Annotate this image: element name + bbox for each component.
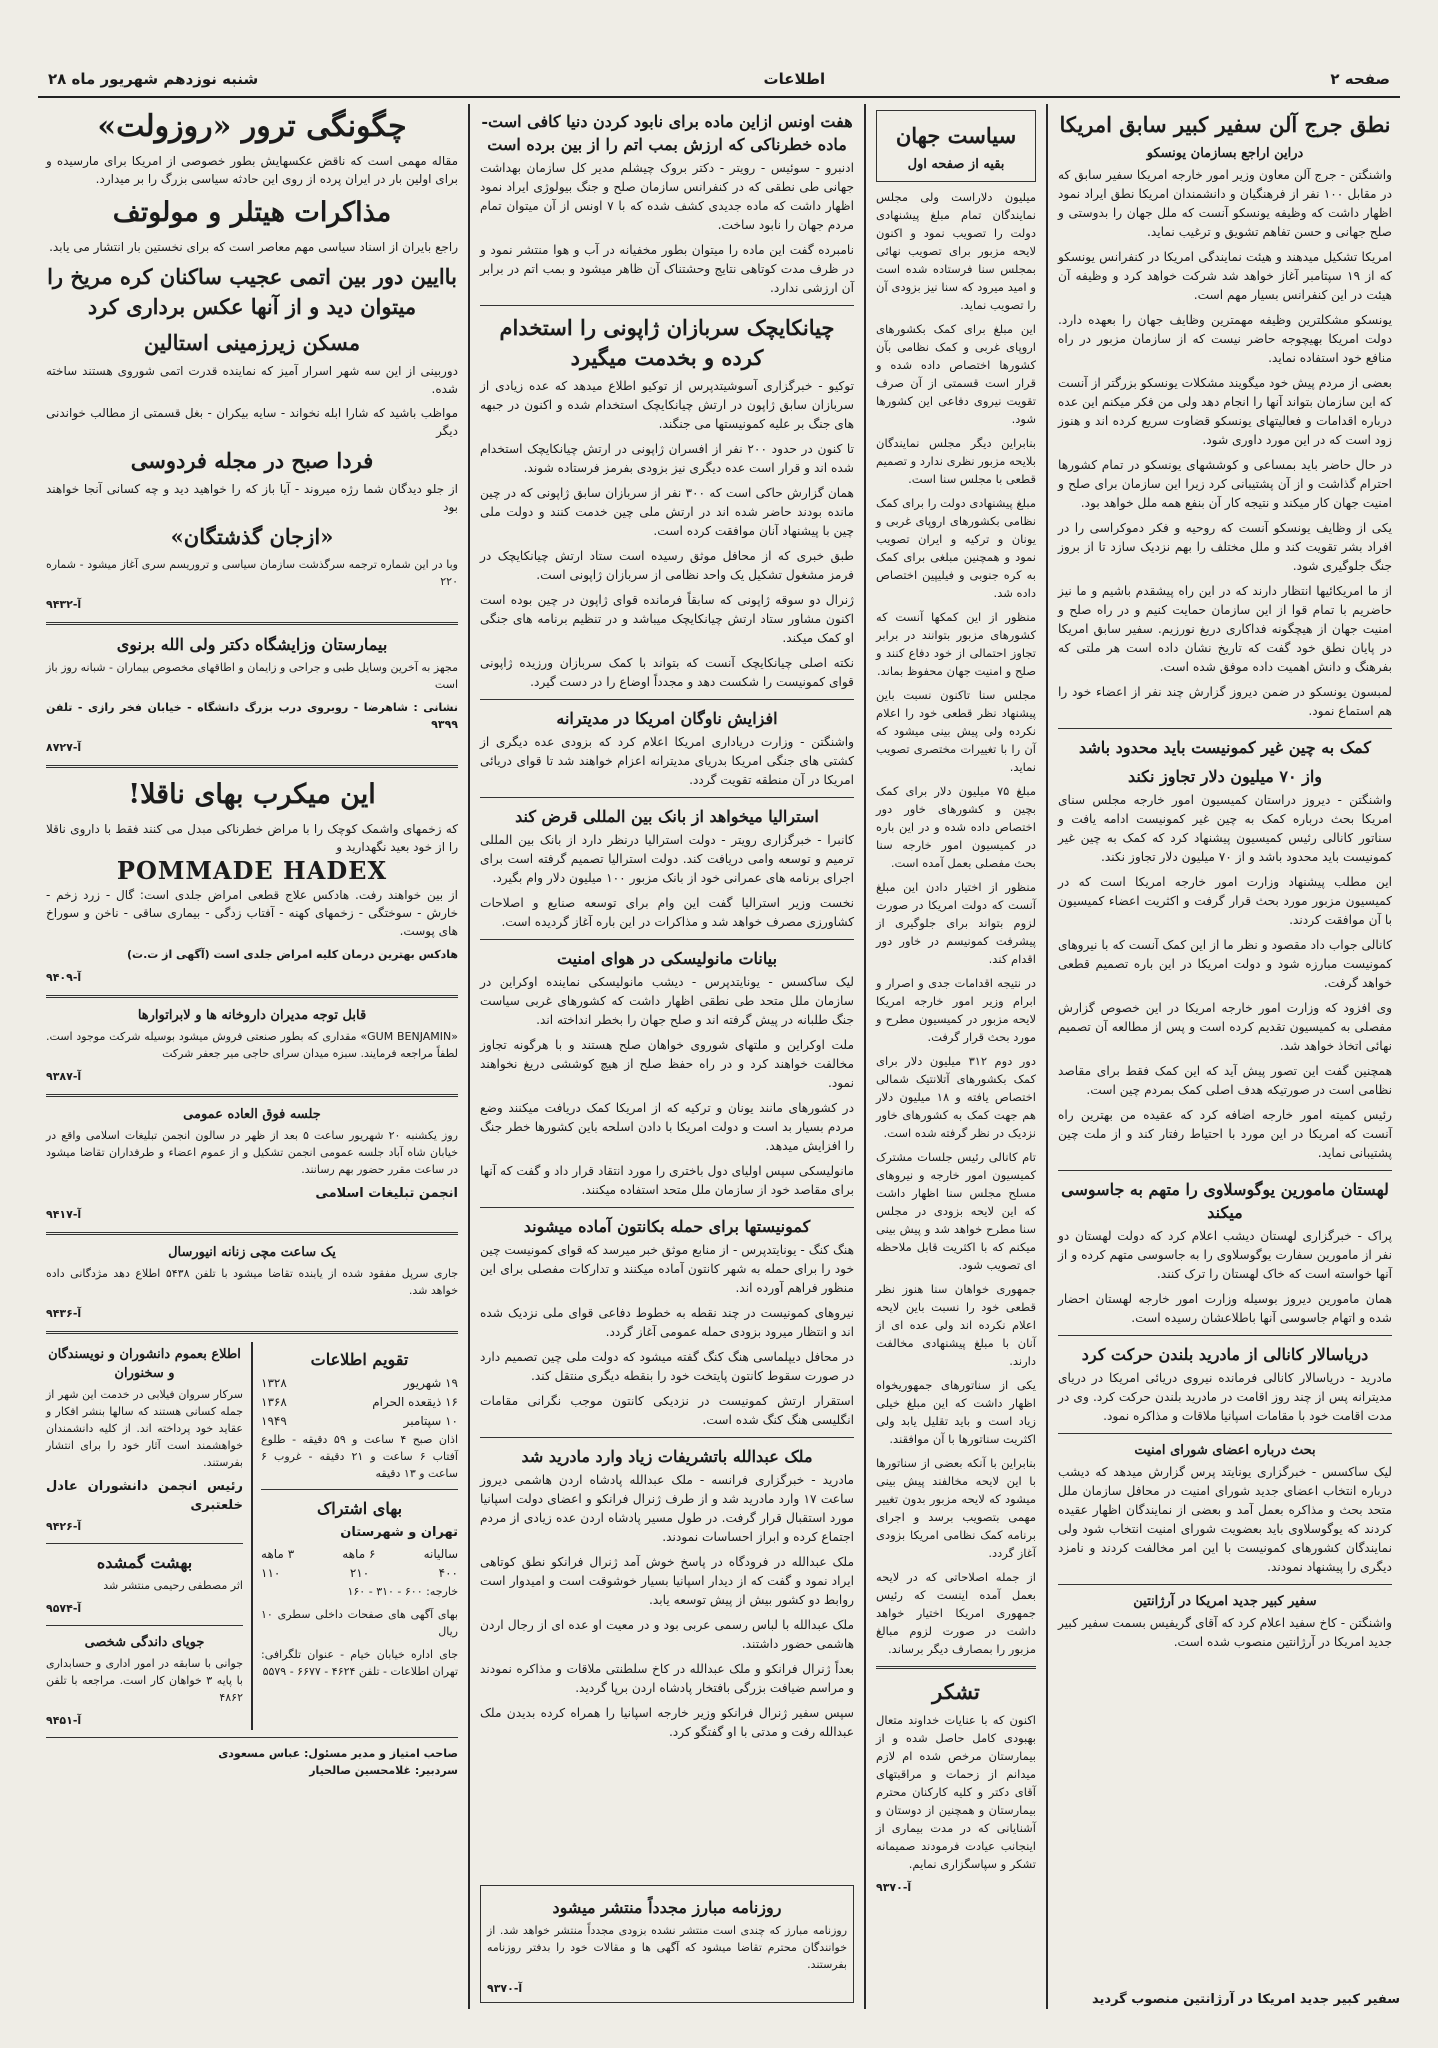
divider — [46, 1625, 243, 1626]
ad-code: آ-۹۵۷۴ — [46, 1602, 82, 1615]
date-line: شنبه نوزدهم شهریور ماه ۲۸ — [48, 70, 259, 88]
headline-communists-canton: کمونیستها برای حمله بکانتون آماده میشوند — [523, 1217, 811, 1236]
ad-code: آ-۹۴۱۷ — [46, 1208, 82, 1221]
headline-atomic-telescope: باایین دور بین اتمی عجیب ساکنان کره مریخ را میتوان دید و از آنها عکس برداری کرد — [47, 264, 457, 319]
divider — [1058, 1335, 1392, 1336]
article-paragraph: مجهز به آخرین وسایل طبی و جراحی و زایمان و اطاقهای مخصوص بیماران - شبانه روز باز است — [46, 661, 458, 691]
article-paragraph: بعداً ژنرال فرانکو و ملک عبدالله در کاخ سلطنتی ملاقات و مذاکره نمودند و مراسم ضیافت بزرگی بافتخار پادشاه اردن برپا گردید. — [480, 1662, 854, 1695]
article-paragraph: جاری سرپل مفقود شده از یابنده تقاضا میشود با تلفن ۵۴۳۸ اطلاع دهد مژدگانی داده خواهد شد. — [46, 1267, 458, 1297]
article-paragraph: ملک عبدالله با لباس رسمی عربی بود و در معیت او عده ای از رجال اردن هاشمی حضور داشتند. — [480, 1618, 854, 1651]
article-paragraph: از جلو دیدگان شما رژه میروند - آیا باز که را خواهید دید و چه کسانی آنجا خواهند بود — [46, 482, 458, 514]
columns — [38, 104, 1400, 2009]
article-paragraph: توکیو - خبرگزاری آسوشیتدپرس از توکیو اطلاع میدهد که عده زیادی از سربازان سابق ژاپون در ارتش چیانکایچک استخدام شده و اکنون در جبهه های جنگ بر علیه کمونیستها می جنگند. — [480, 379, 854, 431]
ad-code: آ-۹۴۳۲ — [46, 598, 82, 611]
subscription-row — [261, 1545, 458, 1564]
article-paragraph: بنابراین دیگر مجلس نمایندگان بلایحه مزبور نظری ندارد و تصمیم قطعی با مجلس سنا است. — [876, 436, 1036, 486]
ad-code: آ-۹۳۷۰ — [876, 1881, 912, 1894]
article-paragraph: یکی از وظایف یونسکو آنست که روحیه و فکر دموکراسی را در افراد بشر تقویت کند و ملل مختلف را بهم نزدیک سازد تا از بروز جنگ جلوگیری شود. — [1058, 521, 1392, 573]
calendar-cell: ۱۰ سپتامبر — [403, 1414, 458, 1428]
subhead-china-aid: واز ۷۰ میلیون دلار تجاوز نکند — [1127, 767, 1323, 786]
subscription-cell: ۴۰۰ — [438, 1566, 458, 1580]
calendar-row — [261, 1393, 458, 1412]
article-paragraph: مادرید - دریاسالار کانالی فرمانده نیروی دریائی امریکا در دریای مدیترانه پس از چند روز اقامت در مادرید بلندن حرکت کرد. وی در مدت اقامت خود با مقامات اسپانیا ملاقات و مذاکره نمود. — [1058, 1371, 1392, 1423]
article-paragraph: جوانی با سابقه در امور اداری و حسابداری با پایه ۳ خواهان کار است. مراجعه با تلفن ۴۸۶۲ — [46, 1657, 243, 1704]
headline-mobarez: روزنامه مبارز مجدداً منتشر میشود — [552, 1898, 782, 1917]
article-paragraph: نیروهای کمونیست در چند نقطه به خطوط دفاعی قوای ملی نزدیک شده اند و انتظار میرود بزودی حمله عمومی آغاز گردد. — [480, 1306, 854, 1339]
article-paragraph: از بین خواهند رفت. هادکس علاج قطعی امراض جلدی است: گال - زرد زخم - خارش - سوختگی - زخمهای کهنه - آفتاب زدگی - بیماری ساقی - ناخن و سوراخ های پوست. — [46, 888, 458, 938]
ad-code: آ-۹۴۰۹ — [46, 971, 82, 984]
divider — [46, 1232, 458, 1235]
headline-china-aid: کمک به چین غیر کمونیست باید محدود باشد — [1079, 738, 1371, 757]
headline-lost-watch: یک ساعت مچی زنانه انیورسال — [168, 1245, 336, 1260]
brand-name: POMMADE HADEX — [116, 856, 388, 885]
article-paragraph: سرکار سروان فیلابی در خدمت این شهر از جمله کسانی هستند که سالها بنشر افکار و عقاید خود پرداخته اند. از کلیه دانشمندان خواهشمند است آثار خود را برای انتشار بفرستند. — [46, 1388, 243, 1469]
subscription-area: تهران و شهرستان — [340, 1525, 458, 1540]
article-paragraph: در حال حاضر باید بمساعی و کوششهای یونسکو در تمام کشورها احترام گذاشت و از آن پشتیبانی کرد زیرا این سازمان برای صلح و امنیت جهان کار میکند و نتیجه کار آن بنفع همه ملل خواهد بود. — [1058, 458, 1392, 510]
divider — [46, 1331, 458, 1334]
divider — [1058, 1584, 1392, 1585]
article-paragraph: در نتیجه اقدامات جدی و اصرار و ابرام وزیر امور خارجه امریکا لایحه مزبور در کمیسیون مطرح و مورد بحث قرار گرفت. — [876, 976, 1036, 1044]
column-rule — [251, 1342, 253, 1730]
masthead — [38, 62, 1400, 98]
calendar-cell: ۱۹ شهریور — [403, 1376, 458, 1390]
world-politics-box — [876, 110, 1036, 182]
subscription-note: بهای آگهی های صفحات داخلی سطری ۱۰ ریال — [261, 1608, 458, 1638]
subscription-cell: ۶ ماهه — [342, 1547, 376, 1561]
article-paragraph: مادرید - خبرگزاری فرانسه - ملک عبدالله پادشاه اردن هاشمی دیروز ساعت ۱۷ وارد مادرید شد و از طرف ژنرال فرانکو و اعضای دولت اسپانیا مورد استقبال قرار گرفت. در طول مسیر پادشاه اردن عده زیادی از مردم اجتماع کرده و ابراز احساسات نمودند. — [480, 1473, 854, 1544]
headline-calendar: تقویم اطلاعات — [310, 1350, 409, 1369]
ad-code: آ-۹۴۳۶ — [46, 1307, 82, 1320]
article-paragraph: مبلغ ۷۵ میلیون دلار برای کمک بچین و کشورهای خاور دور اختصاص داده شده و در این باره در کمیسیون امور خارجه سنا بحث مفصلی بعمل آمده است. — [876, 784, 1036, 870]
headline-pharmacy-notice: قابل توجه مدیران داروخانه ها و لابراتوارها — [137, 1008, 367, 1023]
headline-us-fleet: افزایش ناوگان امریکا در مدیترانه — [556, 709, 778, 728]
divider — [46, 1737, 458, 1738]
subscription-row — [261, 1564, 458, 1583]
ad-code: آ-۹۴۵۱ — [46, 1714, 82, 1727]
headline-world-politics: سیاست جهان — [895, 123, 1017, 148]
article-paragraph: وبا در این شماره ترجمه سرگذشت سازمان سیاسی و تروریسم سری آغاز میشود - شماره ۲۲۰ — [46, 558, 458, 588]
subscription-cell: سالیانه — [423, 1547, 458, 1561]
prayer-times: اذان صبح ۴ ساعت و ۵۹ دقیقه - طلوع آفتاب ۶ ساعت و ۲۱ دقیقه - غروب ۶ ساعت و ۱۳ دقیقه — [261, 1433, 458, 1480]
article-paragraph: لیک ساکسس - خبرگزاری یونایتد پرس گزارش میدهد که دیشب درباره انتخاب اعضای جدید شورای امنیت در محافل سازمان ملل متحد بحث و مذاکره بعمل آمد و بعضی از نمایندگان اظهار عقیده کردند که یوگوسلاوی باید بعضویت شورای امنیت انتخاب شود ولی نمایندگان کشورهای کمونیست با این امر مخالفت کردند و نامزد دیگری را پیشنهاد نمودند. — [1058, 1465, 1392, 1574]
article-paragraph: ملک عبدالله در فرودگاه در پاسخ خوش آمد ژنرال فرانکو نطق کوتاهی ایراد نمود و گفت که از دیدار اسپانیا بسیار خوشوقت است و امیدوار است روابط دو کشور بیش از پیش توسعه یابد. — [480, 1555, 854, 1607]
article-paragraph: نکته اصلی چیانکایچک آنست که بتواند با کمک سربازان ورزیده ژاپونی قوای کمونیست را شکست دهد و مجدداً اوضاع را در دست گیرد. — [480, 656, 854, 689]
divider — [46, 1094, 458, 1097]
divider — [480, 699, 854, 700]
divider — [480, 939, 854, 940]
divider — [1058, 728, 1392, 729]
headline-past-lives: «ازجان گذشتگان» — [170, 524, 334, 549]
article-paragraph: لیک ساکسس - یونایتدپرس - دیشب مانولیسکی نماینده اوکراین در سازمان ملل متحد طی نطقی اظهار داشت که کشورهای غربی سیاست جنگ طلبانه در پیش گرفته اند و صلح جهان را بخطر انداخته اند. — [480, 975, 854, 1027]
article-paragraph: روز یکشنبه ۲۰ شهریور ساعت ۵ بعد از ظهر در سالون انجمن تبلیغات اسلامی واقع در خیابان شاه آباد جلسه عمومی انجمن تشکیل و از عموم اعضاء و طرفداران تقاضا میشود در ساعت مقرر حضور بهم رسانند. — [46, 1129, 458, 1176]
article-paragraph: پراک - خبرگزاری لهستان دیشب اعلام کرد که دولت لهستان دو نفر از مامورین سفارت یوگوسلاوی را به جاسوسی متهم کرده و از آنها خواسته است که خاک لهستان را ترک کنند. — [1058, 1229, 1392, 1281]
column-rule — [1046, 104, 1048, 2009]
article-paragraph: در محافل دیپلماسی هنگ کنگ گفته میشود که دولت ملی چین تصمیم دارد در صورت سقوط کانتون پایتخت خود را بنقطه دیگری منتقل کند. — [480, 1350, 854, 1383]
article-paragraph: یونسکو مشکلترین وظیفه مهمترین وظایف جهان را بعهده دارد. دولت امریکا بهیچوجه حاضر نیست که از سازمان مزبور در راه منافع خود استفاده نماید. — [1058, 313, 1392, 365]
calendar-row — [261, 1412, 458, 1431]
article-paragraph: مواظب باشید که شارا ابله نخواند - سایه بیکران - بغل قسمتی از مطالب خواندنی دیگر — [46, 406, 458, 438]
article-paragraph: یکی از سناتورهای جمهوریخواه اظهار داشت که این مبلغ خیلی زیاد است و باید تقلیل یابد ولی اکثریت سناتورها با آن موافقند. — [876, 1378, 1036, 1446]
article-paragraph: روزنامه مبارز که چندی است منتشر نشده بزودی مجدداً منتشر خواهد شد. از خوانندگان محترم تقاضا میشود که آگهی ها و مقالات خود را بدفتر روزنامه بفرستند. — [487, 1924, 847, 1971]
office-address: جای اداره خیابان خیام - عنوان تلگرافی: تهران اطلاعات - تلفن ۴۶۲۴ - ۶۶۷۷ - ۵۵۷۹ — [261, 1648, 458, 1678]
calendar-cell: ۱۶ ذیقعده الحرام — [372, 1395, 458, 1409]
article-paragraph: اکنون که با عنایات خداوند متعال بهبودی کامل حاصل شده و از بیمارستان مرخص شده ام لازم میدانم از زحمات و مراقبتهای آقای دکتر و کلیه کارکنان محترم بیمارستان و همچنین از دوستان و آشنایانی که در مدت بیماری از اینجانب عیادت فرمودند صمیمانه تشکر و سپاسگزاری نمایم. — [876, 1713, 1036, 1871]
writers-signature: رئیس انجمن دانشوران عادل خلعتبری — [46, 1479, 243, 1513]
notices-stack — [46, 1342, 243, 1730]
headline-hospital: بیمارستان وزایشگاه دکتر ولی الله برنوی — [116, 635, 388, 654]
subhead-speech: دراین اراجع بسازمان یونسکو — [1146, 146, 1304, 161]
article-paragraph: واشنگتن - کاخ سفید اعلام کرد که آقای گریفیس بسمت سفیر کبیر جدید امریکا در آرژانتین منصوب شده است. — [1058, 1616, 1392, 1649]
headline-writers-notice: اطلاع بعموم دانشوران و نویسندگان و سخنوران — [48, 1347, 241, 1381]
column-rule — [864, 104, 866, 2009]
article-paragraph: نامبرده گفت این ماده را میتوان بطور مخفیانه در آب و هوا منتشر نمود و در ظرف مدت کوتاهی نتایج وحشتناک آن ظاهر میشود و بمب اتم در برابر آن ارزشی ندارد. — [480, 243, 854, 295]
article-paragraph: امریکا تشکیل میدهند و هیئت نمایندگی امریکا در کنفرانس یونسکو که از ۱۹ سپتامبر آغاز خواهد شد شرکت خواهد کرد و وظیفه آن هیئت در این کنفرانس بسیار مهم است. — [1058, 250, 1393, 302]
article-paragraph: بنابراین با آنکه بعضی از سناتورها با این لایحه مخالفند پیش بینی میشود که لایحه مزبور بدون تغییر مهمی بتصویب برسد و اجرای برنامه کمک نظامی امریکا بزودی آغاز گردد. — [876, 1456, 1036, 1560]
headline-king-abdullah: ملک عبدالله باتشریفات زیاد وارد مادرید شد — [521, 1447, 813, 1466]
headline-security-council: بحث درباره اعضای شورای امنیت — [1134, 1443, 1316, 1458]
article-paragraph: ملت اوکراین و ملتهای شوروی خواهان صلح هستند و با هرگونه تجاوز مخالفت خواهند کرد و در راه حفظ صلح از هیچ کوششی دریغ نخواهند نمود. — [480, 1038, 854, 1090]
divider — [480, 305, 854, 306]
article-paragraph: همان مامورین دیروز بوسیله وزارت امور خارجه لهستان احضار شده و اتهام جاسوسی آنها باطلاعشان رسیده است. — [1058, 1292, 1392, 1325]
article-paragraph: «GUM BENJAMIN» مقداری که بطور صنعتی فروش میشود بوسیله شرکت موجود است. لطفاً مراجعه فرمایند. سبزه میدان سرای حاجی میر جعفر شرکت — [46, 1030, 459, 1060]
divider — [480, 797, 854, 798]
calendar-cell: ۱۳۶۸ — [261, 1395, 287, 1409]
headline-general-meeting: جلسه فوق العاده عمومی — [183, 1107, 321, 1122]
column-3 — [472, 104, 862, 2009]
article-paragraph: واشنگتن - وزارت دریاداری امریکا اعلام کرد که بزودی عده دیگری از کشتی های جنگی امریکا بدریای مدیترانه اعزام خواهند شد تا قوای دریائی امریکا در آن منطقه تقویت گردد. — [480, 735, 854, 787]
divider — [261, 1489, 458, 1490]
article-paragraph: هادکس بهترین درمان کلیه امراض جلدی است (آگهی از ت.ت) — [126, 948, 458, 961]
article-paragraph: میلیون دلاراست ولی مجلس نمایندگان تمام مبلغ پیشنهادی دولت را تصویب نمود و اکنون لایحه مزبور برای تصویب نهائی بمجلس سنا فرستاده شده است و امید میرود که سنا نیز بزودی آن را تصویب نماید. — [876, 190, 1036, 312]
headline-ferdowsi-magazine: فردا صبح در مجله فردوسی — [130, 448, 374, 473]
headline-poland: لهستان مامورین یوگوسلاوی را متهم به جاسوسی میکند — [1061, 1180, 1389, 1222]
headline-paradise-lost: بهشت گمشده — [96, 1553, 193, 1572]
bottom-boxes — [46, 1342, 458, 1730]
article-paragraph: استقرار ارتش کمونیست در نزدیکی کانتون موجب نگرانی مقامات انگلیسی هنگ کنگ شده است. — [480, 1394, 854, 1427]
article-paragraph: همان گزارش حاکی است که ۳۰۰ نفر از سربازان سابق ژاپونی که در چین مانده بودند حاضر شده اند در ارتش ملی چین خدمت کنند و دولت ملی چین با پیشنهاد آنان موافقت کرده است. — [480, 486, 854, 538]
article-paragraph: کانالی جواب داد مقصود و نظر ما از این کمک آنست که با نیروهای کمونیست مبارزه شود و دولت امریکا در این باره تصمیم قطعی خواهد گرفت. — [1058, 938, 1392, 990]
article-paragraph: لمبسون یونسکو در ضمن دیروز گزارش چند نفر از اعضاء خود را هم استماع نمود. — [1058, 685, 1392, 718]
divider — [46, 765, 458, 768]
article-paragraph: بعضی از مردم پیش خود میگویند مشکلات یونسکو بزرگتر از آنست که این سازمان بتواند آنها را انجام دهد ولی من فکر میکنم این عده درباره اقدامات و فعالیتهای یونسکو قضاوت سریع کرده اند و هنوز زود است که در این مورد داوری شود. — [1058, 376, 1392, 447]
article-paragraph: منظور از اختیار دادن این مبلغ آنست که دولت امریکا در صورت لزوم بتواند برای جلوگیری از پیشرفت کمونیسم در خاور دور اقدام کند. — [876, 880, 1036, 966]
divider — [1058, 1433, 1392, 1434]
divider — [46, 622, 458, 625]
article-paragraph: همچنین گفت این تصور پیش آید که این کمک فقط برای مقاصد نظامی است در صورتیکه هدف اصلی کمک بمردم چین است. — [1058, 1064, 1392, 1097]
article-paragraph: از ما امریکائیها انتظار دارند که در این راه پیشقدم باشیم و ما نیز حاضریم با تمام قوا از این سازمان حمایت کنیم و در راه صلح و امنیت جهان از هیچگونه فداکاری دریغ نورزیم. سفیر سابق امریکا در پایان نطق خود گفت که تاریخ نشان داده است هر ملتی که بفرهنگ و دانش اهمیت داده موفق شده است. — [1058, 584, 1392, 674]
headline-job-seeker: جویای داندگی شخصی — [84, 1635, 205, 1650]
article-paragraph: طبق خبری که از محافل موثق رسیده است ستاد ارتش چیانکایچک در فرمز مشغول تشکیل یک واحد نظامی از سربازان ژاپونی است. — [480, 549, 854, 582]
article-paragraph: اثر مصطفی رحیمی منتشر شد — [103, 1579, 243, 1592]
article-paragraph: واشنگتن - دیروز دراستان کمیسیون امور خارجه مجلس سنای امریکا بحث درباره کمک به چین غیر کمونیست ادامه یافت و سناتور کانالی رئیس کمیسیون پیشنهاد کرد که کمک به چین غیر کمونیست باید محدود باشد و از ۷۰ میلیون دلار تجاوز نکند. — [1058, 793, 1392, 864]
headline-roosevelt: چگونگی ترور «روزولت» — [97, 109, 407, 144]
article-paragraph: در کشورهای مانند یونان و ترکیه که از امریکا کمک دریافت میکنند وضع مردم بسیار بد است و دولت امریکا با دادن اسلحه باین کشورها خطر جنگ را افزایش میدهد. — [480, 1101, 854, 1153]
headline-thanks: تشکر — [932, 1679, 980, 1704]
divider — [46, 1543, 243, 1544]
subscription-cell: ۱۱۰ — [261, 1566, 281, 1580]
paper-name: اطلاعات — [763, 70, 826, 88]
column-1 — [1050, 104, 1400, 2009]
editor-line: سردبیر: غلامحسین صالحیار — [309, 1764, 458, 1777]
headline-admiral: دریاسالار کانالی از مادرید بلندن حرکت کرد — [1081, 1345, 1369, 1364]
article-paragraph: مانولیسکی سپس اولیای دول باختری را مورد انتقاد قرار داد و گفت که آنها برای مقاصد خود از سازمان ملل متحد استفاده میکنند. — [480, 1164, 854, 1197]
calendar-cell: ۱۹۴۹ — [261, 1414, 287, 1428]
divider — [46, 995, 458, 998]
article-paragraph: واشنگتن - جرج آلن معاون وزیر امور خارجه امریکا سفیر سابق که در مقابل ۱۰۰ نفر از فرهنگیان و دانشمندان امریکا نطق ایراد نمود اظهار داشت که وظیفه یونسکو آنست که ملل جهان را بدوستی و صلح جهانی و حسن تفاهم تشویق و ترغیب نماید. — [1058, 168, 1392, 239]
article-paragraph: دور دوم ۳۱۲ میلیون دلار برای کمک بکشورهای آتلانتیک شمالی اختصاص یافته و ۱۸ میلیون دلار هم جهت کمک به کشورهای خاور نزدیک در نظر گرفته شده است. — [876, 1054, 1037, 1140]
subscription-cell: ۲۱۰ — [349, 1566, 370, 1580]
article-paragraph: راجع بایران از اسناد سیاسی مهم معاصر است که برای نخستین بار انتشار می یابد. — [49, 240, 458, 254]
article-paragraph: دوربینی از این سه شهر اسرار آمیز که نماینده قدرت اتمی شوروی هستند ساخته شده. — [46, 364, 458, 396]
headline-hitler-molotov: مذاکرات هیتلر و مولوتف — [112, 197, 392, 228]
column-4 — [38, 104, 466, 2009]
divider — [480, 1437, 854, 1438]
owner-line: صاحب امتیاز و مدیر مسئول: عباس مسعودی — [218, 1747, 458, 1760]
headline-manuilsky: بیانات مانولیسکی در هوای امنیت — [556, 949, 778, 968]
kicker: بقیه از صفحه اول — [907, 157, 1005, 172]
article-paragraph: منظور از این کمکها آنست که کشورهای مزبور بتوانند در برابر تجاوز احتمالی از خود دفاع کنند و صلح و امنیت جهان محفوظ بماند. — [876, 610, 1036, 678]
meeting-signature: انجمن تبلیغات اسلامی — [315, 1186, 458, 1201]
article-paragraph: ژنرال دو سوقه ژاپونی که سابقاً فرمانده قوای ژاپون در چین بوده است اکنون مشاور ستاد ارتش چیانکایچک میباشد و در تنظیم برنامه های جنگی او کمک میکند. — [480, 593, 854, 645]
footer-strip: سفیر کبیر جدید امریکا در آرژانتین منصوب گردید — [1092, 1992, 1400, 2007]
headline-ambassador: سفیر کبیر جدید امریکا در آرژانتین — [1133, 1594, 1317, 1609]
headline-subscription: بهای اشتراک — [316, 1499, 403, 1518]
ad-code: آ-۹۴۲۶ — [46, 1520, 82, 1533]
column-2 — [868, 104, 1044, 2009]
headline-stalin-bunker: مسکن زیرزمینی استالین — [143, 330, 361, 355]
headline-australia-loan: استرالیا میخواهد از بانک بین المللی قرض کند — [515, 807, 819, 826]
divider — [876, 1666, 1036, 1669]
ad-code: آ-۹۳۸۷ — [46, 1070, 82, 1083]
ad-code: آ-۹۳۷۰ — [487, 1982, 523, 1995]
calendar-and-subscription — [261, 1342, 458, 1730]
article-paragraph: هنگ کنگ - یونایتدپرس - از منابع موثق خبر میرسد که قوای کمونیست چین خود را برای حمله به شهر کانتون آماده میکنند و تدارکات مفصلی برای این منظور فراهم آورده اند. — [480, 1243, 854, 1295]
divider — [480, 1207, 854, 1208]
hospital-address: نشانی : شاهرضا - روبروی درب بزرگ دانشگاه - خیابان فخر رازی - تلفن ۹۳۹۹ — [46, 701, 458, 731]
ad-code: آ-۸۷۲۷ — [46, 741, 82, 754]
column-rule — [468, 104, 470, 2009]
headline-chiang-japanese: چیانکایچک سربازان ژاپونی را استخدام کرده و بخدمت میگیرد — [499, 315, 835, 370]
subscription-cell: ۳ ماهه — [261, 1547, 295, 1561]
headline-speech: نطق جرج آلن سفیر کبیر سابق امریکا — [1059, 112, 1391, 137]
article-paragraph: وی افزود که وزارت امور خارجه امریکا در این خصوص گزارش مفصلی به کمیسیون تقدیم کرده است و پس از مطالعه آن تصمیم نهائی اتخاذ خواهد شد. — [1058, 1001, 1392, 1053]
subscription-foreign: خارجه: ۶۰۰ - ۳۱۰ - ۱۶۰ — [347, 1585, 458, 1598]
article-paragraph: این مبلغ برای کمک بکشورهای اروپای غربی و کمک نظامی بآن کشورها اختصاص داده شده و قرار است قسمتی از آن صرف تقویت نیروی دفاعی این کشورها شود. — [876, 322, 1036, 426]
calendar-cell: ۱۳۲۸ — [261, 1376, 287, 1390]
mobarez-notice — [480, 1885, 854, 2003]
article-paragraph: از جمله اصلاحاتی که در لایحه بعمل آمده اینست که رئیس جمهوری امریکا اختیار خواهد داشت در صورت لزوم مبالغ مزبور را بمصارف دیگر برساند. — [876, 1570, 1036, 1656]
article-paragraph: جمهوری خواهان سنا هنوز نظر قطعی خود را نسبت باین لایحه اعلام نکرده اند ولی عده ای از آنان با مبلغ پیشنهادی مخالفت دارند. — [876, 1282, 1036, 1368]
page-number: صفحه ۲ — [1330, 70, 1390, 88]
calendar-row — [261, 1374, 458, 1393]
article-paragraph: سپس سفیر ژنرال فرانکو وزیر خارجه اسپانیا را همراه کرده بدیدن ملک عبدالله رفت و مدتی با او گفتگو کرد. — [480, 1706, 854, 1739]
article-paragraph: ادنبرو - سوئیس - رویتر - دکتر بروک چیشلم مدیر کل سازمان بهداشت جهانی طی نطقی که در کنفرانس سازمان صلح و جنگ بیولوژی ایراد نمود اظهار داشت که ماده جدیدی کشف شده که با ۷ اونس از آن میتوان تمام مردم جهان را نابود ساخت. — [480, 161, 854, 232]
article-paragraph: این مطلب پیشنهاد وزارت امور خارجه امریکا است که در کمیسیون مزبور مورد بحث قرار گرفت و اکثریت اعضاء کمیسیون با آن موافقت کردند. — [1058, 875, 1392, 927]
article-paragraph: تام کانالی رئیس جلسات مشترک کمیسیون امور خارجه و نیروهای مسلح مجلس سنا اظهار داشت که این لایحه بزودی در مجلس سنا مطرح خواهد شد و پیش بینی میکنم که با اکثریت قابل ملاحظه ای تصویب شود. — [876, 1150, 1036, 1272]
article-paragraph: نخست وزیر استرالیا گفت این وام برای توسعه صنایع و اصلاحات کشاورزی مصرف خواهد شد و مذاکرات در این باره آغاز گردیده است. — [480, 896, 854, 929]
article-paragraph: مقاله مهمی است که ناقض عکسهایش بطور خصوصی از امریکا برای مارسیده و برای اولین بار در ایران پرده از روی این حادثه سیاسی بزرگ را بر میدارد. — [46, 154, 458, 186]
article-paragraph: مجلس سنا تاکنون نسبت باین پیشنهاد نظر قطعی خود را اعلام نکرده ولی پیش بینی میشود که آن را با تغییرات مختصری تصویب نماید. — [876, 688, 1036, 774]
article-paragraph: که زخمهای واشمک کوچک را با مراض خطرناکی مبدل می کنند فقط با داروی ناقلا را از خود بعید نگهدارید و — [46, 822, 458, 854]
headline-deadly-substance: هفت اونس ازاین ماده برای نابود کردن دنیا کافی است-ماده خطرناکی که ارزش بمب اتم را از بین برده است — [481, 112, 853, 154]
article-paragraph: مبلغ پیشنهادی دولت را برای کمک نظامی بکشورهای اروپای غربی و یونان و ترکیه و ایران تصویب نمود و همچنین مبلغی برای کمک به کره جنوبی و فیلیپین اختصاص داده شد. — [876, 496, 1036, 600]
article-paragraph: کانبرا - خبرگزاری رویتر - دولت استرالیا درنظر دارد از بانک بین المللی ترمیم و توسعه وامی دریافت کند. دولت استرالیا تصمیم گرفته است برای اجرای برنامه های عمرانی خود از بانک مزبور ۱۰۰ میلیون دلار وام بگیرد. — [480, 833, 854, 885]
article-paragraph: تا کنون در حدود ۲۰۰ نفر از افسران ژاپونی در ارتش چیانکایچک استخدام شده اند و قرار است عده دیگری نیز بزودی بفرمز فرستاده شوند. — [480, 442, 854, 475]
divider — [1058, 1170, 1392, 1171]
headline-microbe: این میکرب بهای ناقلا! — [128, 779, 376, 810]
article-paragraph: رئیس کمیته امور خارجه اضافه کرد که عقیده من بهترین راه آنست که امریکا در این مورد با احتیاط رفتار کند و از ملت چین پشتیبانی نماید. — [1058, 1108, 1392, 1160]
